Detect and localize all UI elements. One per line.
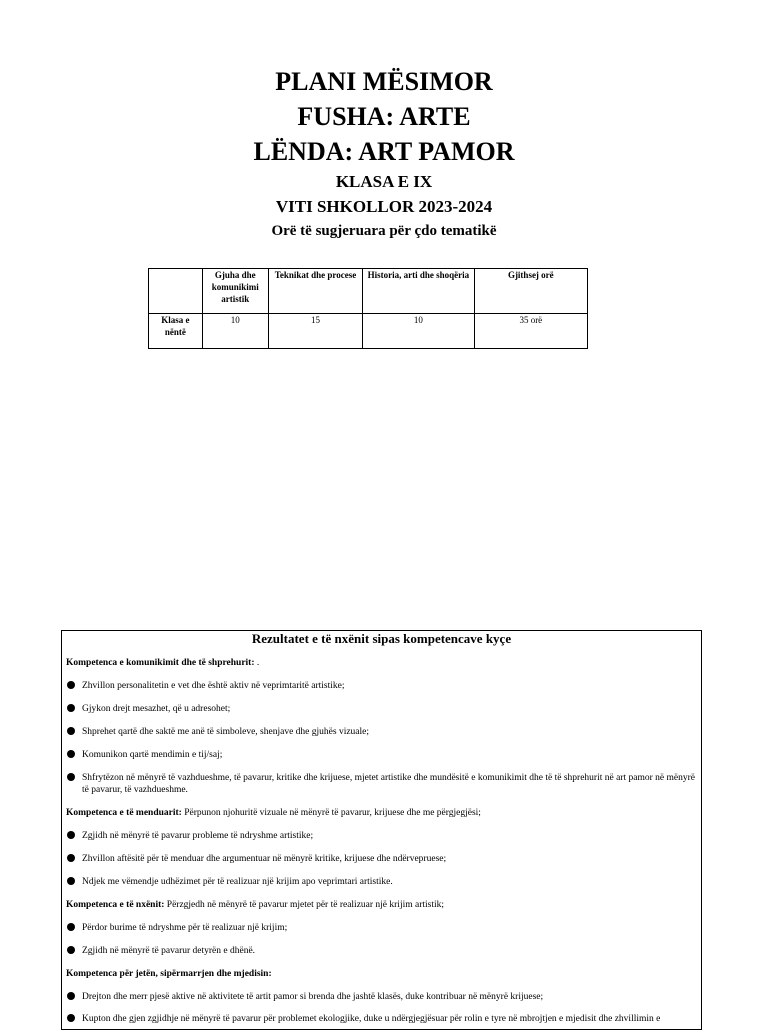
section-text: .: [254, 658, 260, 668]
section-text: Përpunon njohuritë vizuale në mënyrë të pavarur, krijuese dhe me përgjegjësi;: [181, 808, 481, 818]
list-item: [66, 1013, 697, 1025]
plan-title: PLANI MËSIMOR: [275, 67, 493, 96]
table-cell: 10: [202, 314, 268, 349]
list-item-text: Kupton dhe gjen zgjidhje në mënyrë të pavarur për problemet ekologjike, duke u ndërgjegjësuar për rolin e tyre në mbrojtjen e mjedisit dhe zhvillimin e: [82, 1014, 661, 1024]
bullet-icon: [67, 727, 75, 735]
section-heading: [66, 657, 697, 669]
list-item: [66, 749, 697, 761]
section-heading: [66, 899, 697, 911]
school-year: VITI SHKOLLOR 2023-2024: [275, 197, 493, 216]
bullet-icon: [67, 1014, 75, 1022]
section-title: Kompetenca e komunikimit dhe të shprehurit:: [66, 658, 255, 668]
document-title-block: [0, 64, 768, 243]
table-header-cell: Gjithsej orë: [474, 269, 587, 314]
list-item: [66, 853, 697, 865]
results-title: Rezultatet e të nxënit sipas kompetencave kyçe: [251, 631, 512, 646]
bullet-icon: [67, 877, 75, 885]
section-title: Kompetenca e të nxënit:: [66, 900, 165, 910]
list-item: [66, 726, 697, 738]
list-item-text: Ndjek me vëmendje udhëzimet për të realizuar një krijim apo veprimtari artistike.: [82, 877, 393, 887]
hours-caption: Orë të sugjeruara për çdo tematikë: [271, 223, 497, 239]
list-item-text: Drejton dhe merr pjesë aktive në aktivitete të artit pamor si brenda dhe jashtë klasës, duke kontribuar në mënyrë krijuese;: [82, 992, 544, 1002]
bullet-icon: [67, 704, 75, 712]
list-item-text: Shprehet qartë dhe saktë me anë të simboleve, shenjave dhe gjuhës vizuale;: [82, 727, 370, 737]
table-header-cell: Teknikat dhe procese: [268, 269, 363, 314]
bullet-icon: [67, 831, 75, 839]
bullet-icon: [67, 773, 75, 781]
list-item-text: Gjykon drejt mesazhet, që u adresohet;: [82, 704, 231, 714]
section-heading: [66, 968, 697, 980]
table-header-cell: [149, 269, 203, 314]
table-header-cell: Historia, arti dhe shoqëria: [363, 269, 474, 314]
table-header-row: [149, 269, 588, 314]
table-header-cell: Gjuha dhe komunikimi artistik: [202, 269, 268, 314]
section-heading: [66, 807, 697, 819]
subject-title: LËNDA: ART PAMOR: [253, 137, 515, 166]
table-cell: Klasa e nëntë: [149, 314, 203, 349]
list-item: [66, 680, 697, 692]
list-item-text: Zgjidh në mënyrë të pavarur detyrën e dhënë.: [82, 946, 256, 956]
list-item: [66, 772, 697, 796]
list-item: [66, 945, 697, 957]
bullet-icon: [67, 992, 75, 1000]
list-item-text: Zgjidh në mënyrë të pavarur probleme të ndryshme artistike;: [82, 831, 314, 841]
table-cell: 10: [363, 314, 474, 349]
list-item-text: Përdor burime të ndryshme për të realizuar një krijim;: [82, 923, 288, 933]
bullet-icon: [67, 750, 75, 758]
field-title: FUSHA: ARTE: [297, 102, 471, 131]
list-item: [66, 876, 697, 888]
list-item: [66, 830, 697, 842]
section-title: Kompetenca për jetën, sipërmarrjen dhe mjedisin:: [66, 969, 272, 979]
table-cell: 15: [268, 314, 363, 349]
list-item-text: Komunikon qartë mendimin e tij/saj;: [82, 750, 223, 760]
bullet-icon: [67, 681, 75, 689]
bullet-icon: [67, 854, 75, 862]
competence-results-box: [61, 630, 702, 1030]
list-item-text: Shfrytëzon në mënyrë të vazhdueshme, të pavarur, kritike dhe krijuese, mjetet artistike dhe mundësitë e komunikimit dhe të të shprehurit në art pamor në mënyrë të pavarur, të vazhdueshme.: [82, 773, 695, 795]
hours-table: [148, 268, 588, 349]
list-item: [66, 991, 697, 1003]
list-item: [66, 922, 697, 934]
list-item-text: Zhvillon aftësitë për të menduar dhe argumentuar në mënyrë kritike, krijuese dhe ndërvepruese;: [82, 854, 447, 864]
class-title: KLASA E IX: [335, 172, 433, 191]
table-row: [149, 314, 588, 349]
list-item-text: Zhvillon personalitetin e vet dhe është aktiv në veprimtaritë artistike;: [82, 681, 345, 691]
section-title: Kompetenca e të menduarit:: [66, 808, 182, 818]
bullet-icon: [67, 946, 75, 954]
section-text: Përzgjedh në mënyrë të pavarur mjetet për të realizuar një krijim artistik;: [164, 900, 445, 910]
bullet-icon: [67, 923, 75, 931]
table-cell: 35 orë: [474, 314, 587, 349]
list-item: [66, 703, 697, 715]
